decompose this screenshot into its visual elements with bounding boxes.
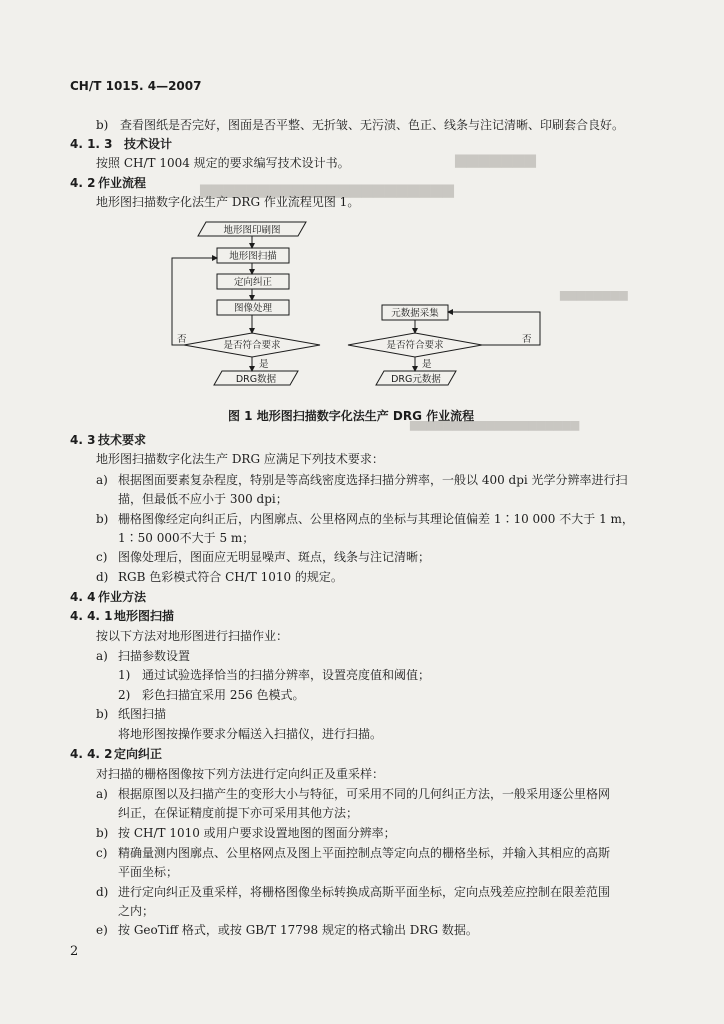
section-number: 4. 4. 2 bbox=[70, 747, 113, 761]
section-number: 4. 1. 3 bbox=[70, 137, 113, 151]
paragraph: 地形图扫描数字化法生产 DRG 应满足下列技术要求： bbox=[96, 452, 384, 466]
section-title: 地形图扫描 bbox=[114, 609, 175, 623]
flow-label: 是否符合要求 bbox=[386, 340, 444, 351]
paragraph: 对扫描的栅格图像按下列方法进行定向纠正及重采样： bbox=[96, 767, 385, 781]
paragraph: 地形图扫描数字化法生产 DRG 作业流程见图 1。 bbox=[96, 195, 360, 209]
section-title: 技术要求 bbox=[98, 433, 147, 447]
flow-label: DRG元数据 bbox=[391, 374, 441, 385]
list-item-text: 纠正，在保证精度前提下亦可采用其他方法； bbox=[118, 806, 359, 820]
list-item-text: 精确量测内图廓点、公里格网点及图上平面控制点等定向点的栅格坐标，并输入其相应的高斯 bbox=[118, 846, 611, 860]
list-marker: b) bbox=[96, 512, 109, 526]
section-title: 作业流程 bbox=[98, 176, 147, 190]
list-item-text: 扫描参数设置 bbox=[118, 649, 191, 663]
paragraph: 按以下方法对地形图进行扫描作业： bbox=[96, 629, 289, 643]
list-marker: a) bbox=[96, 473, 108, 487]
list-marker: d) bbox=[96, 885, 109, 899]
list-item-text: 根据原图以及扫描产生的变形大小与特征，可采用不同的几何纠正方法，一般采用逐公里格网 bbox=[118, 787, 611, 801]
list-item-text: 描，但最低不应小于 300 dpi； bbox=[118, 492, 288, 506]
bleed-through-text: ▆▆▆▆▆▆▆▆▆▆▆▆▆▆▆▆▆▆▆▆ bbox=[410, 418, 580, 431]
section-number: 4. 3 bbox=[70, 433, 96, 447]
list-item-text: 1∶50 000不大于 5 m； bbox=[118, 531, 255, 545]
section-title: 定向纠正 bbox=[114, 747, 163, 761]
bleed-through-text: ▆▆▆▆▆▆▆▆ bbox=[560, 288, 628, 301]
list-marker: e) bbox=[96, 923, 108, 937]
list-item-text: 栅格图像经定向纠正后，内图廓点、公里格网点的坐标与其理论值偏差 1∶10 000 不大于 1 m， bbox=[118, 512, 634, 526]
flow-label-no: 否 bbox=[177, 334, 187, 345]
list-marker: c) bbox=[96, 846, 108, 860]
section-title: 技术设计 bbox=[124, 137, 173, 151]
bleed-through-text: ▆▆▆▆▆▆▆▆▆▆▆▆▆▆▆▆▆▆▆▆▆▆ bbox=[200, 180, 454, 198]
list-item-text: 之内； bbox=[118, 904, 155, 918]
paragraph: 将地形图按操作要求分幅送入扫描仪，进行扫描。 bbox=[118, 727, 383, 741]
flow-label: 元数据采集 bbox=[391, 308, 439, 319]
flow-label-yes: 是 bbox=[259, 359, 269, 370]
flow-label: 地形图扫描 bbox=[229, 251, 277, 262]
list-item-text: RGB 色彩模式符合 CH/T 1010 的规定。 bbox=[118, 570, 343, 584]
section-number: 4. 4 bbox=[70, 590, 96, 604]
list-item-text: 进行定向纠正及重采样，将栅格图像坐标转换成高斯平面坐标，定向点残差应控制在限差范围 bbox=[118, 885, 611, 899]
list-item-text: 按 CH/T 1010 或用户要求设置地图的图面分辨率； bbox=[118, 826, 396, 840]
list-item-text: 通过试验选择恰当的扫描分辨率，设置亮度值和阈值； bbox=[142, 668, 431, 682]
list-marker: b) bbox=[96, 707, 109, 721]
flowchart bbox=[160, 214, 560, 394]
flow-label: 定向纠正 bbox=[233, 277, 273, 288]
list-marker: a) bbox=[96, 787, 108, 801]
flow-label: 地形图印刷图 bbox=[223, 225, 281, 236]
list-item-text: 按 GeoTiff 格式，或按 GB/T 17798 规定的格式输出 DRG 数据。 bbox=[118, 923, 478, 937]
list-marker: a) bbox=[96, 649, 108, 663]
list-marker: b) bbox=[96, 118, 109, 132]
list-marker: 2) bbox=[118, 688, 131, 702]
list-marker: c) bbox=[96, 550, 108, 564]
header-code: CH/T 1015. 4—2007 bbox=[70, 79, 202, 93]
list-item-text: 图像处理后，图面应无明显噪声、斑点，线条与注记清晰； bbox=[118, 550, 431, 564]
flow-label: DRG数据 bbox=[235, 374, 277, 385]
list-marker: d) bbox=[96, 570, 109, 584]
list-item-text: 彩色扫描宜采用 256 色模式。 bbox=[142, 688, 305, 702]
list-item-text: 平面坐标； bbox=[118, 865, 179, 879]
page-number: 2 bbox=[70, 944, 79, 959]
figure-caption: 图 1 地形图扫描数字化法生产 DRG 作业流程 bbox=[228, 409, 475, 423]
section-number: 4. 2 bbox=[70, 176, 96, 190]
flow-label-yes: 是 bbox=[422, 359, 432, 370]
list-item-text: 查看图纸是否完好，图面是否平整、无折皱、无污渍、色正、线条与注记清晰、印刷套合良好。 bbox=[120, 118, 625, 132]
list-marker: b) bbox=[96, 826, 109, 840]
flow-label: 是否符合要求 bbox=[223, 340, 281, 351]
flow-label: 图像处理 bbox=[233, 303, 273, 314]
flow-label-no: 否 bbox=[522, 334, 532, 345]
list-item-text: 纸图扫描 bbox=[118, 707, 167, 721]
list-marker: 1) bbox=[118, 668, 131, 682]
bleed-through-text: ▆▆▆▆▆▆▆ bbox=[455, 150, 536, 168]
paragraph: 按照 CH/T 1004 规定的要求编写技术设计书。 bbox=[96, 156, 350, 170]
section-title: 作业方法 bbox=[98, 590, 147, 604]
list-item-text: 根据图面要素复杂程度，特别是等高线密度选择扫描分辨率，一般以 400 dpi 光学分辨率进行扫 bbox=[118, 473, 628, 487]
section-number: 4. 4. 1 bbox=[70, 609, 113, 623]
